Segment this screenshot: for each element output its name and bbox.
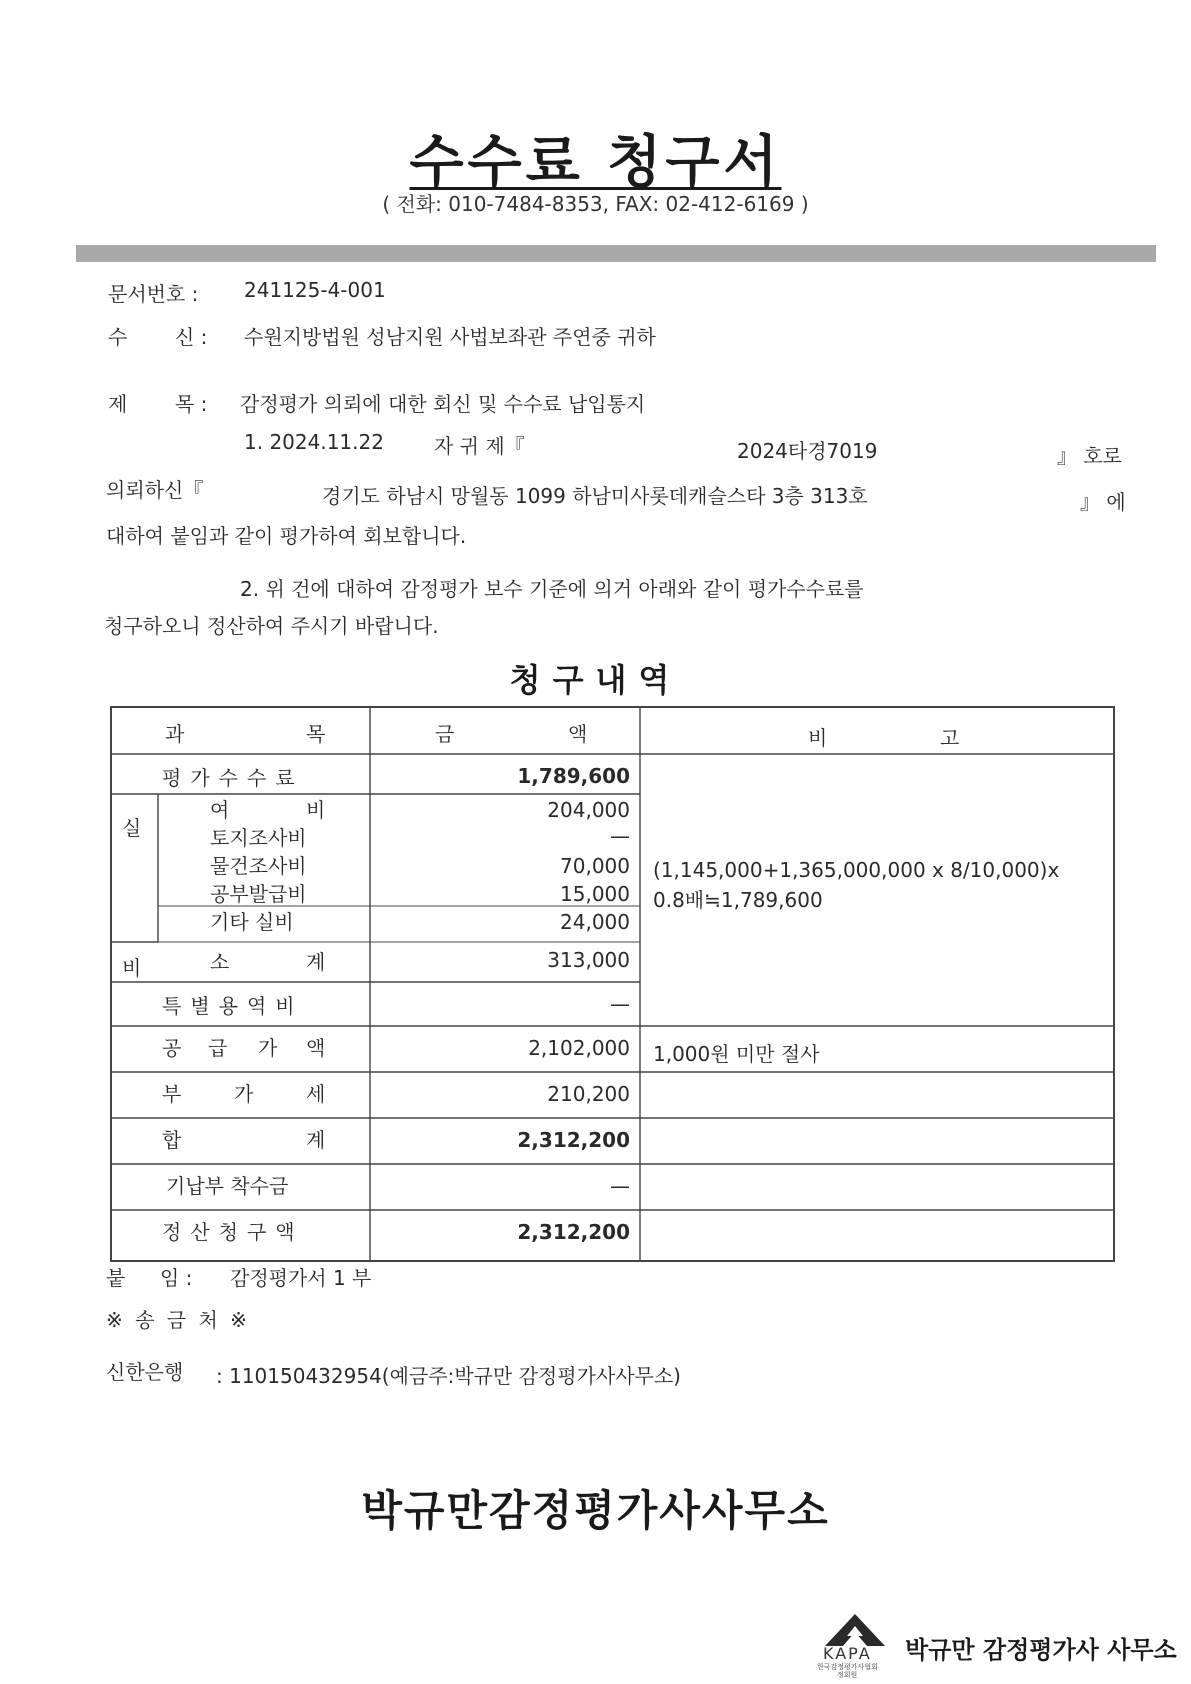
vat-label-a: 부 [162, 1082, 182, 1106]
recipient: 수원지방법원 성남지원 사법보좌관 주연중 귀하 [244, 325, 656, 349]
records-amount: 15,000 [560, 882, 630, 906]
footer-org-name: 박규만감정평가사사무소 [361, 1486, 830, 1535]
header-remark-a: 비 [808, 726, 828, 750]
recipient-label-a: 수 [108, 325, 128, 349]
subject-label-b: 목 : [175, 392, 208, 416]
kapa-logo [815, 1612, 895, 1682]
recipient-label-b: 신 : [175, 325, 208, 349]
p1-case-no: 2024타경7019 [737, 439, 878, 463]
supply-amount: 2,102,000 [528, 1036, 630, 1060]
p1-address: 경기도 하남시 망월동 1099 하남미사롯데캐슬스타 3층 313호 [322, 484, 868, 508]
attachment-label-b: 임 : [160, 1266, 193, 1290]
subtotal-label-b: 계 [306, 950, 326, 974]
header-amount-b: 액 [568, 722, 588, 746]
p1-request-prefix: 의뢰하신『 [106, 478, 204, 502]
subject-label-a: 제 [108, 392, 128, 416]
final-amount: 2,312,200 [517, 1220, 630, 1244]
header-divider [76, 245, 1156, 262]
p2-line1: 2. 위 건에 대하여 감정평가 보수 기준에 의거 아래와 같이 평가수수료를 [240, 577, 864, 601]
doc-no-label: 문서번호 : [108, 282, 199, 306]
supply-label-b: 급 [208, 1036, 228, 1060]
supply-label-d: 액 [306, 1036, 326, 1060]
logo-text: KAPA [823, 1644, 872, 1663]
goods-survey-amount: 70,000 [560, 854, 630, 878]
fee-label: 평가수수료 [162, 766, 304, 790]
deposit-amount: — [610, 1174, 630, 1198]
special-label: 특별용역비 [162, 994, 304, 1018]
total-label-a: 합 [162, 1128, 182, 1152]
p1-date: 1. 2024.11.22 [244, 430, 384, 454]
billing-table [110, 706, 1115, 1262]
remark-formula-line1: (1,145,000+1,365,000,000 x 8/10,000)x [653, 858, 1060, 882]
bank-label: 신한은행 [106, 1360, 184, 1384]
logo-sub2: 정회원 [837, 1671, 858, 1679]
logo-sub1: 한국감정평가사협회 [817, 1663, 878, 1671]
total-amount: 2,312,200 [517, 1128, 630, 1152]
records-label: 공부발급비 [210, 882, 307, 906]
header-subject-b: 목 [306, 722, 326, 746]
land-survey-amount: — [610, 824, 630, 848]
subtotal-amount: 313,000 [547, 948, 630, 972]
billing-section-title: 청구내역 [509, 661, 682, 699]
contact-info: ( 전화: 010-7484-8353, FAX: 02-412-6169 ) [382, 192, 809, 216]
p1-case-suffix: 』 호로 [1057, 444, 1122, 468]
remark-formula-line2: 0.8배≒1,789,600 [653, 888, 823, 912]
p1-address-suffix: 』 에 [1080, 490, 1126, 514]
header-remark-b: 고 [940, 726, 960, 750]
land-survey-label: 토지조사비 [210, 826, 307, 850]
supply-label-c: 가 [258, 1036, 278, 1060]
remit-heading: ※ 송 금 처 ※ [106, 1308, 250, 1332]
travel-label-b: 비 [306, 798, 326, 822]
bank-value: : 110150432954(예금주:박규만 감정평가사사무소) [216, 1364, 681, 1388]
actual-cost-label-b: 비 [122, 956, 142, 980]
fee-amount: 1,789,600 [517, 764, 630, 788]
travel-amount: 204,000 [547, 798, 630, 822]
final-label: 정산청구액 [162, 1220, 304, 1244]
p1-case-prefix: 자 귀 제『 [434, 434, 525, 458]
subject: 감정평가 의뢰에 대한 회신 및 수수료 납입통지 [240, 392, 646, 416]
vat-label-c: 세 [306, 1082, 326, 1106]
attachment-value: 감정평가서 1 부 [230, 1266, 372, 1290]
footer-right-name: 박규만 감정평가사 사무소 [905, 1636, 1177, 1664]
special-amount: — [610, 992, 630, 1016]
doc-no: 241125-4-001 [244, 278, 386, 302]
actual-cost-label-a: 실 [122, 816, 142, 840]
deposit-label: 기납부 착수금 [166, 1174, 289, 1198]
remark-supply-note: 1,000원 미만 절사 [653, 1042, 820, 1066]
attachment-label-a: 붙 [106, 1266, 126, 1290]
subtotal-label-a: 소 [210, 950, 230, 974]
vat-label-b: 가 [234, 1082, 254, 1106]
kapa-logo-icon [815, 1612, 895, 1648]
p1-line3: 대하여 붙임과 같이 평가하여 회보합니다. [106, 524, 467, 548]
travel-label-a: 여 [210, 798, 230, 822]
total-label-b: 계 [306, 1128, 326, 1152]
header-subject-a: 과 [165, 722, 185, 746]
document-title: 수수료 청구서 [409, 130, 782, 195]
misc-amount: 24,000 [560, 910, 630, 934]
supply-label-a: 공 [162, 1036, 182, 1060]
goods-survey-label: 물건조사비 [210, 854, 307, 878]
misc-label: 기타 실비 [210, 910, 294, 934]
vat-amount: 210,200 [547, 1082, 630, 1106]
p2-line2: 청구하오니 정산하여 주시기 바랍니다. [104, 614, 439, 638]
header-amount-a: 금 [435, 722, 455, 746]
